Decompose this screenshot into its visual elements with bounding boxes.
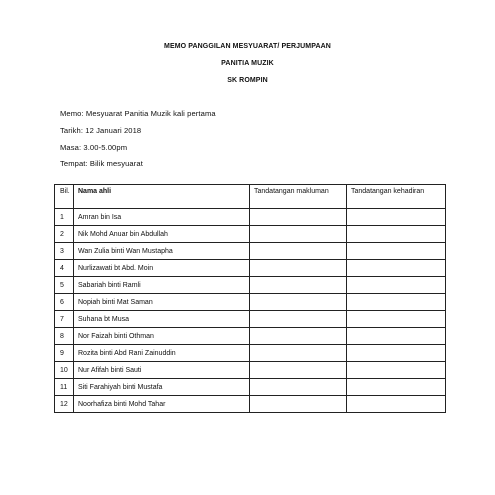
attendance-signature-cell[interactable] — [347, 362, 446, 379]
attendance-signature-cell[interactable] — [347, 243, 446, 260]
panel-name: PANITIA MUZIK — [221, 60, 274, 67]
notice-signature-cell[interactable] — [250, 209, 347, 226]
table-row — [55, 294, 446, 311]
member-name: Suhana bt Musa — [74, 311, 250, 328]
meeting-time: Masa: 3.00-5.00pm — [60, 143, 128, 152]
member-name: Rozita binti Abd Rani Zainuddin — [74, 345, 250, 362]
notice-signature-cell[interactable] — [250, 379, 347, 396]
notice-signature-cell[interactable] — [250, 294, 347, 311]
member-name: Nik Mohd Anuar bin Abdullah — [74, 226, 250, 243]
row-number: 3 — [55, 243, 74, 260]
attendance-signature-cell[interactable] — [347, 209, 446, 226]
table-row — [55, 311, 446, 328]
school-name: SK ROMPIN — [227, 77, 268, 84]
attendance-signature-cell[interactable] — [347, 226, 446, 243]
memo-subject: Memo: Mesyuarat Panitia Muzik kali pertama — [60, 109, 216, 118]
member-name: Sabariah binti Ramli — [74, 277, 250, 294]
table-row — [55, 209, 446, 226]
row-number: 5 — [55, 277, 74, 294]
attendance-signature-cell[interactable] — [347, 311, 446, 328]
attendance-signature-cell[interactable] — [347, 396, 446, 413]
table-row — [55, 260, 446, 277]
member-name: Amran bin Isa — [74, 209, 250, 226]
row-number: 2 — [55, 226, 74, 243]
member-name: Noorhafiza binti Mohd Tahar — [74, 396, 250, 413]
header-attendance-signature: Tandatangan kehadiran — [347, 185, 446, 209]
attendance-signature-cell[interactable] — [347, 328, 446, 345]
notice-signature-cell[interactable] — [250, 226, 347, 243]
row-number: 10 — [55, 362, 74, 379]
member-name: Wan Zulia binti Wan Mustapha — [74, 243, 250, 260]
attendance-table — [54, 184, 446, 413]
table-row — [55, 362, 446, 379]
notice-signature-cell[interactable] — [250, 260, 347, 277]
attendance-signature-cell[interactable] — [347, 277, 446, 294]
attendance-signature-cell[interactable] — [347, 260, 446, 277]
table-header-row — [55, 185, 446, 209]
notice-signature-cell[interactable] — [250, 243, 347, 260]
header-no: Bil. — [55, 185, 74, 209]
member-name: Nor Faizah binti Othman — [74, 328, 250, 345]
table-row — [55, 379, 446, 396]
meeting-place: Tempat: Bilik mesyuarat — [60, 159, 143, 168]
row-number: 12 — [55, 396, 74, 413]
meeting-date: Tarikh: 12 Januari 2018 — [60, 126, 142, 135]
notice-signature-cell[interactable] — [250, 277, 347, 294]
table-row — [55, 243, 446, 260]
table-row — [55, 345, 446, 362]
notice-signature-cell[interactable] — [250, 328, 347, 345]
row-number: 6 — [55, 294, 74, 311]
table-row — [55, 396, 446, 413]
row-number: 1 — [55, 209, 74, 226]
row-number: 11 — [55, 379, 74, 396]
notice-signature-cell[interactable] — [250, 362, 347, 379]
table-row — [55, 277, 446, 294]
member-name: Nur Afifah binti Sauti — [74, 362, 250, 379]
attendance-rows — [55, 209, 446, 413]
attendance-signature-cell[interactable] — [347, 345, 446, 362]
member-name: Siti Farahiyah binti Mustafa — [74, 379, 250, 396]
notice-signature-cell[interactable] — [250, 345, 347, 362]
row-number: 4 — [55, 260, 74, 277]
member-name: Nurlizawati bt Abd. Moin — [74, 260, 250, 277]
row-number: 9 — [55, 345, 74, 362]
memo-title: MEMO PANGGILAN MESYUARAT/ PERJUMPAAN — [164, 43, 331, 50]
member-name: Nopiah binti Mat Saman — [74, 294, 250, 311]
row-number: 7 — [55, 311, 74, 328]
attendance-signature-cell[interactable] — [347, 294, 446, 311]
header-notice-signature: Tandatangan makluman — [250, 185, 347, 209]
attendance-signature-cell[interactable] — [347, 379, 446, 396]
notice-signature-cell[interactable] — [250, 311, 347, 328]
header-name: Nama ahli — [74, 185, 250, 209]
notice-signature-cell[interactable] — [250, 396, 347, 413]
table-row — [55, 226, 446, 243]
table-row — [55, 328, 446, 345]
row-number: 8 — [55, 328, 74, 345]
